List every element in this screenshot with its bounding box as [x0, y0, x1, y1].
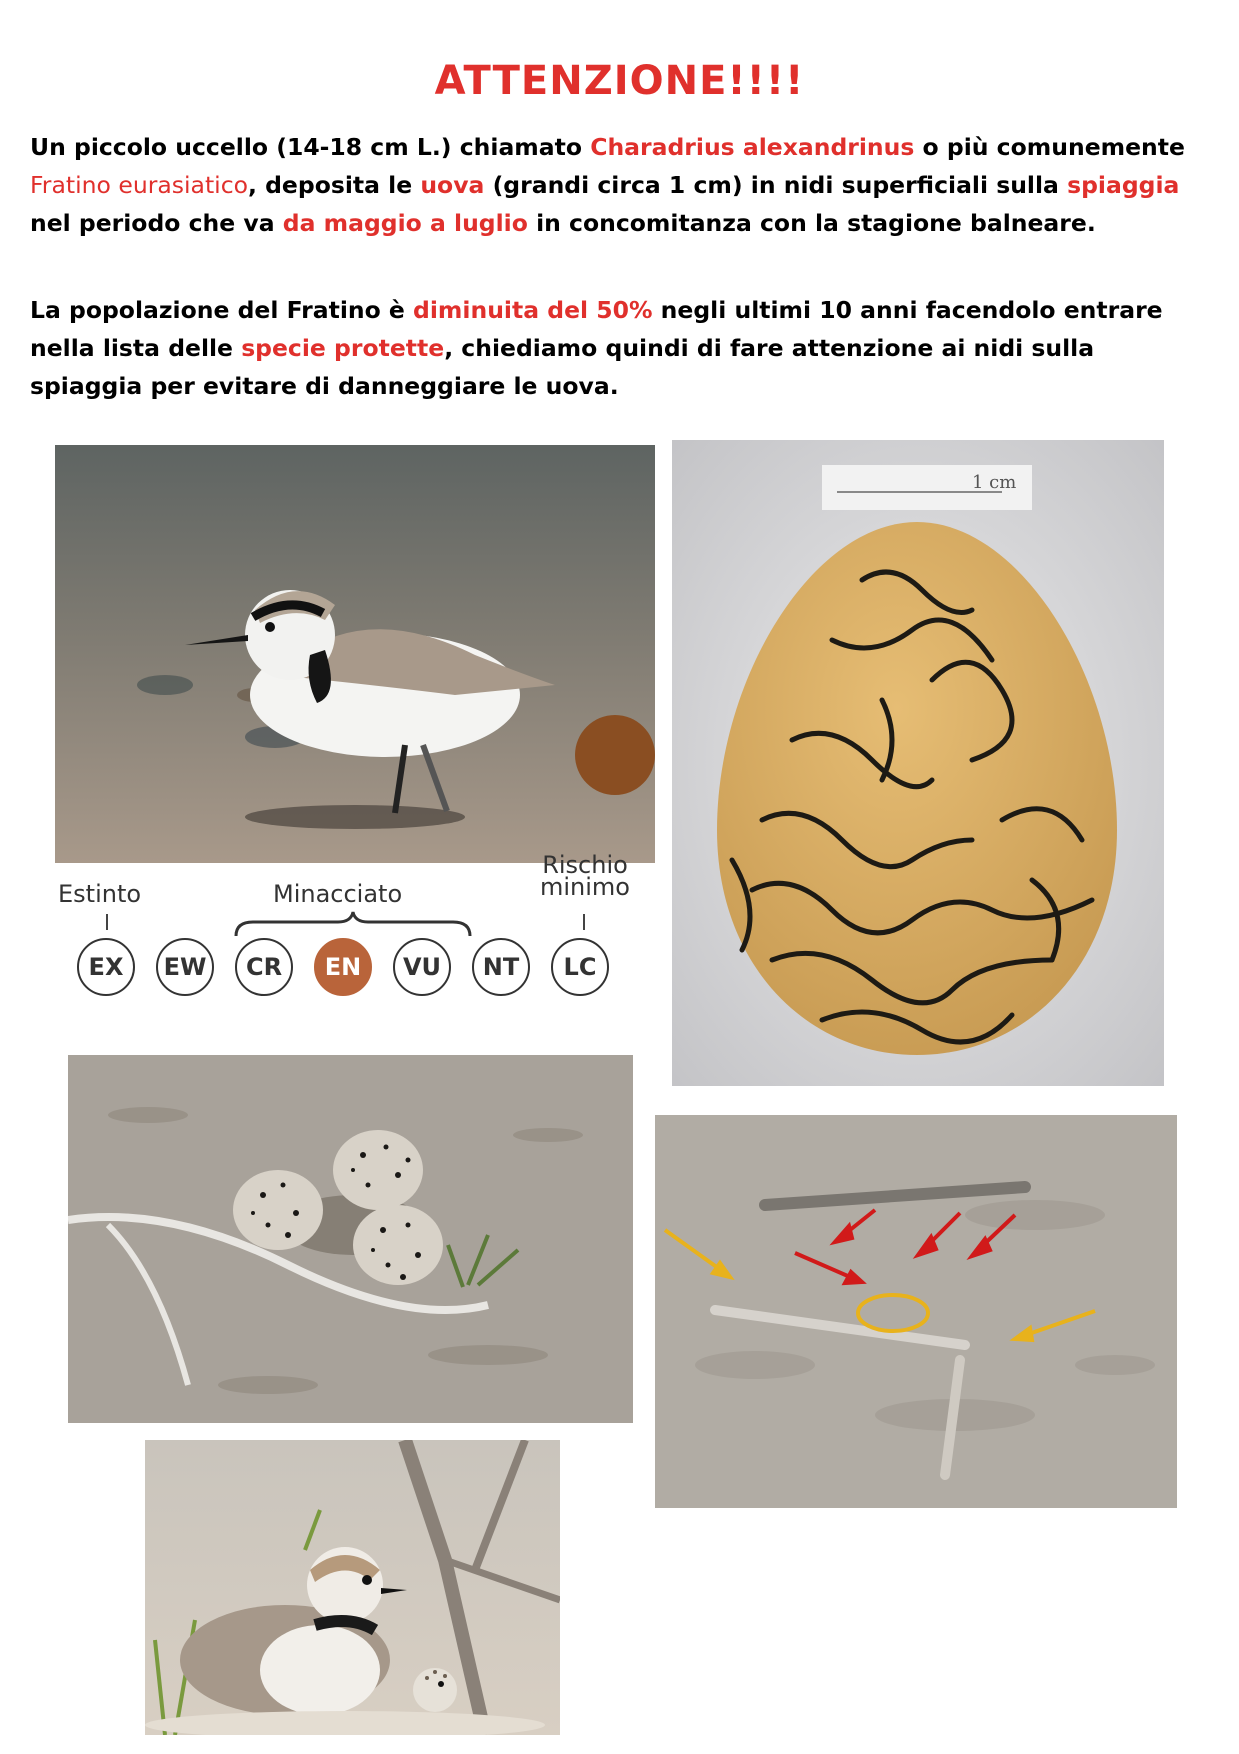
label-extinct: Estinto — [58, 880, 142, 908]
threatened-brace — [233, 910, 473, 938]
iucn-scale — [55, 851, 655, 1030]
highlight-eggs: uova — [420, 171, 485, 199]
text: , deposita le — [248, 171, 421, 199]
intro-paragraph — [30, 128, 1210, 242]
common-name: Fratino — [30, 171, 111, 199]
text: , chiediamo quindi di fare attenzione ai nidi sulla spiaggia per evitare di danneggiare le uova. — [30, 334, 1095, 400]
highlight-protected: specie protette — [241, 334, 445, 362]
nest-location-photo — [655, 1115, 1177, 1508]
iucn-vu: VU — [393, 938, 451, 996]
text: Un piccolo uccello (14-18 cm L.) chiamato — [30, 133, 591, 161]
label-low-risk-line1: Rischio — [542, 851, 628, 879]
text: nel periodo che va — [30, 209, 283, 237]
tick-extinct — [106, 914, 108, 930]
text: La popolazione del Fratino è — [30, 296, 414, 324]
text: in concomitanza con la stagione balneare. — [527, 209, 1096, 237]
label-low-risk — [535, 851, 635, 901]
text: (grandi circa 1 cm) in nidi superficiali sulla — [484, 171, 1068, 199]
label-low-risk-line2: minimo — [540, 873, 630, 901]
iucn-nt: NT — [472, 938, 530, 996]
species-name: Charadrius alexandrinus — [590, 133, 915, 161]
highlight-beach: spiaggia — [1067, 171, 1180, 199]
iucn-ex: EX — [77, 938, 135, 996]
iucn-cr: CR — [235, 938, 293, 996]
highlight-decline: diminuita del 50% — [413, 296, 653, 324]
iucn-ew: EW — [156, 938, 214, 996]
iucn-en-active: EN — [314, 938, 372, 996]
nest-eggs-photo — [68, 1055, 633, 1423]
common-name-suffix: eurasiatico — [110, 171, 248, 199]
label-threatened: Minacciato — [273, 880, 403, 908]
plover-chick-photo — [145, 1440, 560, 1735]
plover-photo — [55, 445, 655, 863]
egg-photo — [672, 440, 1164, 1086]
highlight-period: da maggio a luglio — [282, 209, 528, 237]
text: negli ultimi 10 anni facendolo entrare nella lista delle — [30, 296, 1163, 362]
population-paragraph — [30, 291, 1210, 405]
tick-low-risk — [583, 914, 585, 930]
iucn-lc: LC — [551, 938, 609, 996]
text: o più comunemente — [914, 133, 1185, 161]
page-title: ATTENZIONE!!!! — [434, 58, 805, 104]
scale-label: 1 cm — [972, 472, 1017, 493]
